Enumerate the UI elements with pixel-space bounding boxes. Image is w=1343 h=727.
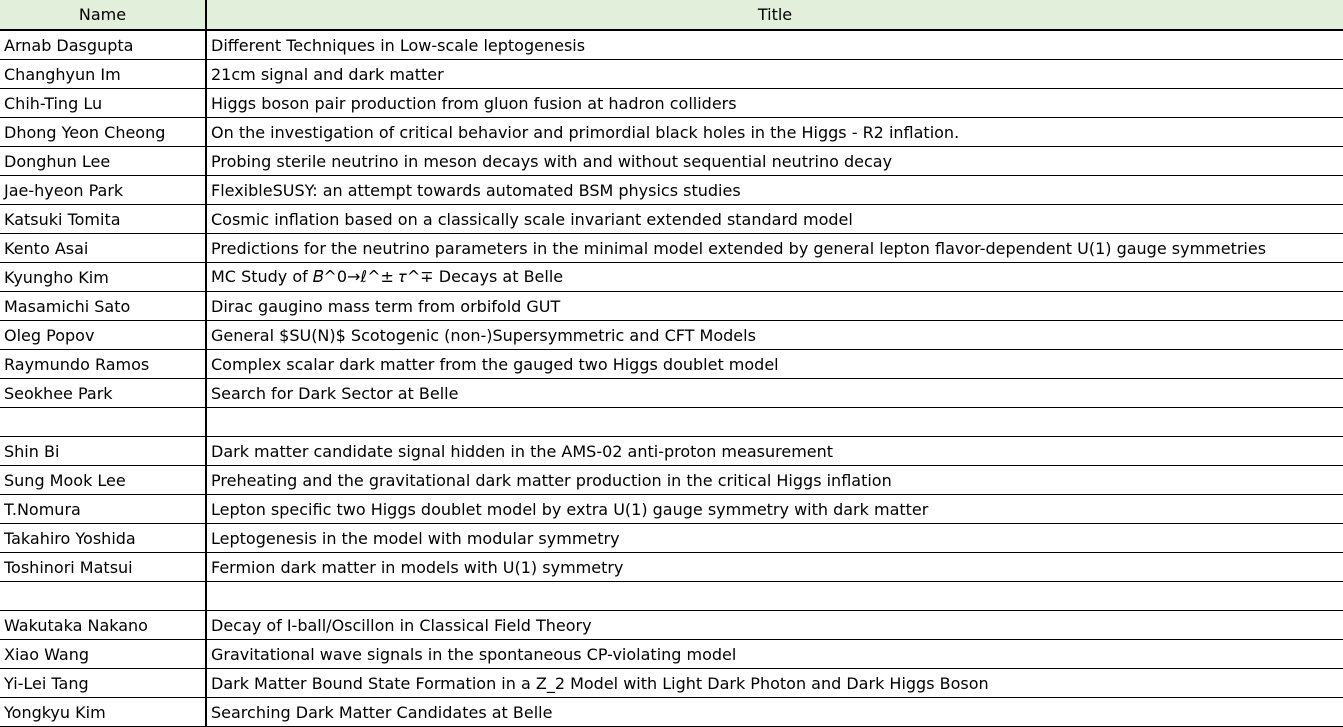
table-row [0,292,1343,321]
table-row [0,495,1343,524]
name-cell[interactable]: Oleg Popov [0,321,206,350]
name-cell[interactable]: Arnab Dasgupta [0,30,206,60]
title-cell[interactable]: Different Techniques in Low-scale leptogenesis [206,30,1343,60]
title-cell[interactable]: Complex scalar dark matter from the gauged two Higgs doublet model [206,350,1343,379]
name-cell[interactable]: Raymundo Ramos [0,350,206,379]
title-cell[interactable]: Higgs boson pair production from gluon fusion at hadron colliders [206,89,1343,118]
header-row [0,0,1343,30]
name-cell[interactable]: Kyungho Kim [0,263,206,292]
title-cell[interactable]: Dark Matter Bound State Formation in a Z_2 Model with Light Dark Photon and Dark Higgs Boson [206,669,1343,698]
title-cell[interactable]: Leptogenesis in the model with modular symmetry [206,524,1343,553]
title-cell[interactable]: MC Study of 𝐵^0→ℓ^± 𝜏^∓ Decays at Belle [206,263,1343,292]
table-row [0,234,1343,263]
table-row [0,30,1343,60]
title-cell[interactable]: Probing sterile neutrino in meson decays with and without sequential neutrino decay [206,147,1343,176]
table-row [0,147,1343,176]
title-cell[interactable]: Fermion dark matter in models with U(1) symmetry [206,553,1343,582]
table-row [0,524,1343,553]
table-row [0,60,1343,89]
name-cell[interactable]: Toshinori Matsui [0,553,206,582]
title-cell[interactable]: Predictions for the neutrino parameters in the minimal model extended by general lepton flavor-dependent U(1) gauge symmetries [206,234,1343,263]
title-cell[interactable]: Dirac gaugino mass term from orbifold GUT [206,292,1343,321]
table-row [0,350,1343,379]
title-cell[interactable]: FlexibleSUSY: an attempt towards automated BSM physics studies [206,176,1343,205]
title-cell[interactable]: On the investigation of critical behavior and primordial black holes in the Higgs - R2 inflation. [206,118,1343,147]
name-cell[interactable] [0,408,206,437]
name-cell[interactable]: Yi-Lei Tang [0,669,206,698]
title-cell[interactable]: 21cm signal and dark matter [206,60,1343,89]
table-row [0,640,1343,669]
title-cell[interactable]: Preheating and the gravitational dark matter production in the critical Higgs inflation [206,466,1343,495]
title-cell[interactable]: Searching Dark Matter Candidates at Belle [206,698,1343,727]
table-row [0,89,1343,118]
table-row [0,408,1343,437]
table-row [0,582,1343,611]
table-row [0,118,1343,147]
table-row [0,698,1343,727]
name-cell[interactable]: Sung Mook Lee [0,466,206,495]
column-header-name[interactable]: Name [0,0,206,30]
title-cell[interactable]: Dark matter candidate signal hidden in the AMS-02 anti-proton measurement [206,437,1343,466]
name-cell[interactable]: Changhyun Im [0,60,206,89]
name-cell[interactable]: Dhong Yeon Cheong [0,118,206,147]
name-cell[interactable]: Seokhee Park [0,379,206,408]
title-cell[interactable]: Cosmic inflation based on a classically scale invariant extended standard model [206,205,1343,234]
table-row [0,466,1343,495]
title-cell[interactable]: Lepton specific two Higgs doublet model by extra U(1) gauge symmetry with dark matter [206,495,1343,524]
table-row [0,437,1343,466]
name-cell[interactable]: Katsuki Tomita [0,205,206,234]
table-body [0,30,1343,727]
title-cell[interactable]: Gravitational wave signals in the spontaneous CP-violating model [206,640,1343,669]
table-row [0,611,1343,640]
name-cell[interactable]: Jae-hyeon Park [0,176,206,205]
name-cell[interactable]: T.Nomura [0,495,206,524]
title-cell[interactable]: General $SU(N)$ Scotogenic (non-)Supersymmetric and CFT Models [206,321,1343,350]
name-cell[interactable]: Chih-Ting Lu [0,89,206,118]
name-cell[interactable]: Yongkyu Kim [0,698,206,727]
table-row [0,669,1343,698]
name-cell[interactable]: Xiao Wang [0,640,206,669]
table-row [0,263,1343,292]
title-cell[interactable]: Search for Dark Sector at Belle [206,379,1343,408]
name-cell[interactable]: Donghun Lee [0,147,206,176]
name-cell[interactable]: Kento Asai [0,234,206,263]
table-row [0,176,1343,205]
name-cell[interactable]: Shin Bi [0,437,206,466]
name-cell[interactable]: Wakutaka Nakano [0,611,206,640]
name-cell[interactable] [0,582,206,611]
column-header-title[interactable]: Title [206,0,1343,30]
table-row [0,321,1343,350]
table-row [0,379,1343,408]
name-cell[interactable]: Takahiro Yoshida [0,524,206,553]
title-cell[interactable]: Decay of I-ball/Oscillon in Classical Field Theory [206,611,1343,640]
name-cell[interactable]: Masamichi Sato [0,292,206,321]
title-cell[interactable] [206,408,1343,437]
title-cell[interactable] [206,582,1343,611]
table-row [0,553,1343,582]
table-row [0,205,1343,234]
